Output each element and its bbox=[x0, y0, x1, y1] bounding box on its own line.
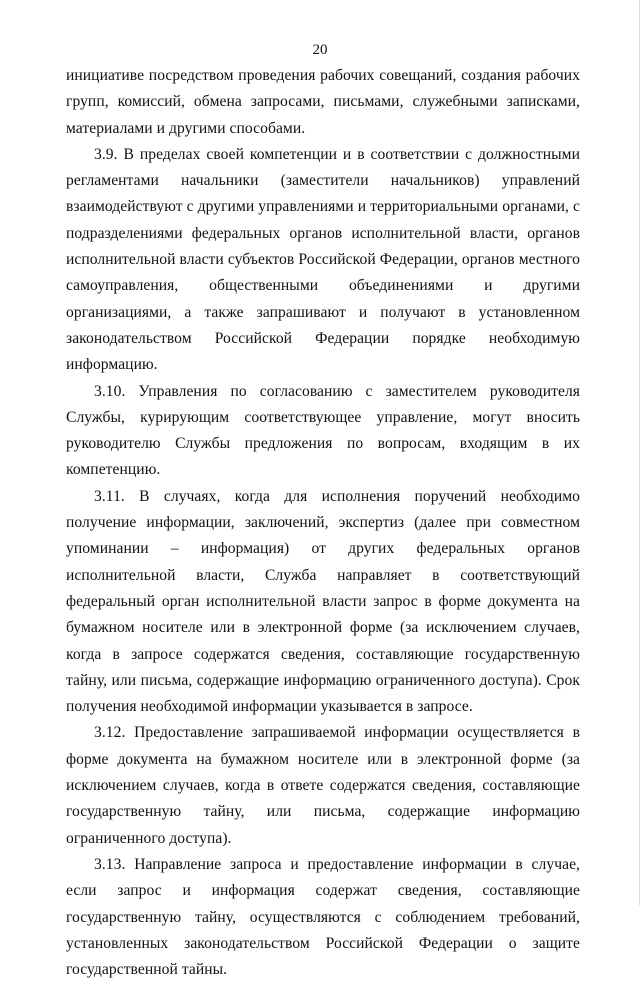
page-number: 20 bbox=[312, 42, 328, 58]
paragraph-3-12: 3.12. Предоставление запрашиваемой информации осуществляется в форме документа на бумажном носителе или в электронной форме (за исключением случаев, когда в ответе содержатся сведения, составляющие государственную тайну, или письма, содержащие информацию ограниченного доступа). bbox=[66, 724, 580, 847]
paragraph-3-10: 3.10. Управления по согласованию с заместителем руководителя Службы, курирующим соответствующее управление, могут вносить руководителю Службы предложения по вопросам, входящим в их компетенцию. bbox=[66, 382, 580, 479]
document-body bbox=[66, 63, 580, 983]
paragraph-3-11: 3.11. В случаях, когда для исполнения поручений необходимо получение информации, заключений, экспертиз (далее при совместном упоминании – информация) от других федеральных органов исполнительной власти, Служба направляет в соответствующий федеральный орган исполнительной власти запрос в форме документа на бумажном носителе или в электронной форме (за исключением случаев, когда в запросе содержатся сведения, составляющие государственную тайну, или письма, содержащие информацию ограниченного доступа). Срок получения необходимой информации указывается в запросе. bbox=[66, 487, 580, 716]
paragraph-3-9: 3.9. В пределах своей компетенции и в соответствии с должностными регламентами начальники (заместители начальников) управлений взаимодействуют с другими управлениями и территориальными органами, с подразделениями федеральных органов исполнительной власти, органов исполнительной власти субъектов Российской Федерации, органов местного самоуправления, общественными объединениями и другими организациями, а также запрашивают и получают в установленном законодательством Российской Федерации порядке необходимую информацию. bbox=[66, 145, 580, 374]
paragraph-3-13: 3.13. Направление запроса и предоставление информации в случае, если запрос и информация содержат сведения, составляющие государственную тайну, осуществляются с соблюдением требований, установленных законодательством Российской Федерации о защите государственной тайны. bbox=[66, 855, 580, 979]
paragraph-continuation: инициативе посредством проведения рабочих совещаний, создания рабочих групп, комиссий, обмена запросами, письмами, служебными записками, материалами и другими способами. bbox=[66, 67, 580, 137]
